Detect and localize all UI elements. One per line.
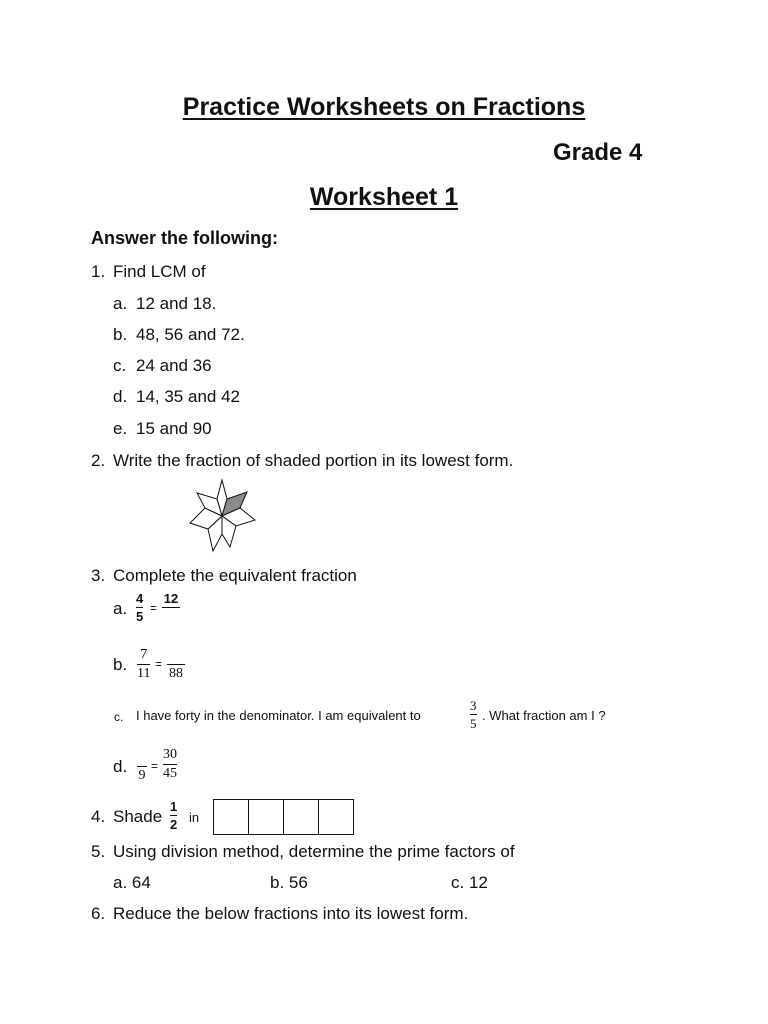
- question-number: 5.: [91, 842, 106, 861]
- q1-item-c: [0, 356, 768, 378]
- shading-box[interactable]: [248, 799, 284, 835]
- item-text: 15 and 90: [136, 419, 212, 438]
- denominator: 9: [138, 768, 146, 783]
- q1-item-d: [0, 387, 768, 409]
- equals-sign: =: [151, 759, 159, 773]
- q1-item-b: [0, 325, 768, 347]
- item-letter: b.: [113, 655, 128, 674]
- grade-label: Grade 4: [553, 139, 643, 166]
- equals-sign: =: [150, 601, 158, 615]
- question-number: 3.: [91, 566, 106, 585]
- numerator: 30: [163, 747, 177, 762]
- question-text: Using division method, determine the prime factors of: [113, 842, 515, 861]
- item-text: I have forty in the denominator. I am equivalent to: [136, 708, 421, 723]
- q1-item-e: [0, 419, 768, 441]
- question-3: [0, 566, 768, 588]
- item-text: . What fraction am I ?: [482, 708, 606, 723]
- shading-box-row: [213, 799, 354, 835]
- six-point-star-icon: [186, 477, 258, 555]
- question-number: 2.: [91, 451, 106, 470]
- equals-sign: =: [155, 657, 163, 671]
- item-letter: c.: [114, 710, 124, 724]
- q5-item-a: a. 64: [113, 873, 151, 892]
- instruction: Answer the following:: [91, 228, 278, 248]
- item-letter: c.: [113, 356, 127, 375]
- item-text: 24 and 36: [136, 356, 212, 375]
- question-text: Shade: [113, 807, 163, 826]
- page-title: Practice Worksheets on Fractions: [182, 93, 586, 121]
- numerator: 7: [140, 647, 148, 662]
- question-5: [0, 842, 768, 864]
- item-letter: d.: [113, 387, 128, 406]
- fraction-4-5: [136, 592, 143, 623]
- question-1: [0, 262, 768, 284]
- denominator: 11: [137, 666, 151, 681]
- item-letter: d.: [113, 757, 128, 776]
- question-text: Reduce the below fractions into its lowest form.: [113, 904, 469, 923]
- item-text: 14, 35 and 42: [136, 387, 240, 406]
- question-number: 1.: [91, 262, 106, 281]
- numerator: 12: [163, 591, 179, 606]
- shading-box[interactable]: [283, 799, 319, 835]
- worksheet-title: Worksheet 1: [309, 183, 459, 211]
- numerator: 3: [470, 698, 477, 713]
- question-2: [0, 451, 768, 473]
- fraction-12-blank: [162, 592, 180, 623]
- item-letter: b.: [113, 325, 128, 344]
- denominator: 5: [470, 716, 477, 731]
- numerator: 1: [170, 799, 178, 814]
- shading-box[interactable]: [318, 799, 354, 835]
- denominator: 2: [170, 817, 178, 832]
- fraction-3-5: [470, 699, 477, 730]
- question-number: 4.: [91, 807, 106, 826]
- fraction-blank-88: [167, 648, 185, 681]
- question-text: Write the fraction of shaded portion in its lowest form.: [113, 451, 514, 470]
- denominator: 5: [136, 609, 144, 624]
- denominator: 88: [169, 666, 183, 681]
- q5-item-b: b. 56: [270, 873, 308, 892]
- question-text: Find LCM of: [113, 262, 206, 281]
- item-text: 12 and 18.: [136, 294, 217, 313]
- item-letter: a.: [113, 294, 128, 313]
- denominator: 45: [163, 766, 177, 781]
- item-letter: a.: [113, 599, 128, 618]
- question-text: Complete the equivalent fraction: [113, 566, 357, 585]
- q1-item-a: [0, 294, 768, 316]
- fraction-blank-9: [137, 750, 147, 783]
- fraction-30-45: [163, 748, 177, 781]
- item-letter: e.: [113, 419, 128, 438]
- item-text: 48, 56 and 72.: [136, 325, 245, 344]
- in-label: in: [189, 810, 200, 825]
- question-number: 6.: [91, 904, 106, 923]
- question-6: [0, 904, 768, 926]
- question-4: [0, 807, 768, 832]
- shading-box[interactable]: [213, 799, 249, 835]
- fraction-7-11: [137, 648, 150, 681]
- fraction-1-2: [170, 800, 177, 831]
- q5-item-c: c. 12: [451, 873, 488, 892]
- numerator: 4: [136, 591, 144, 606]
